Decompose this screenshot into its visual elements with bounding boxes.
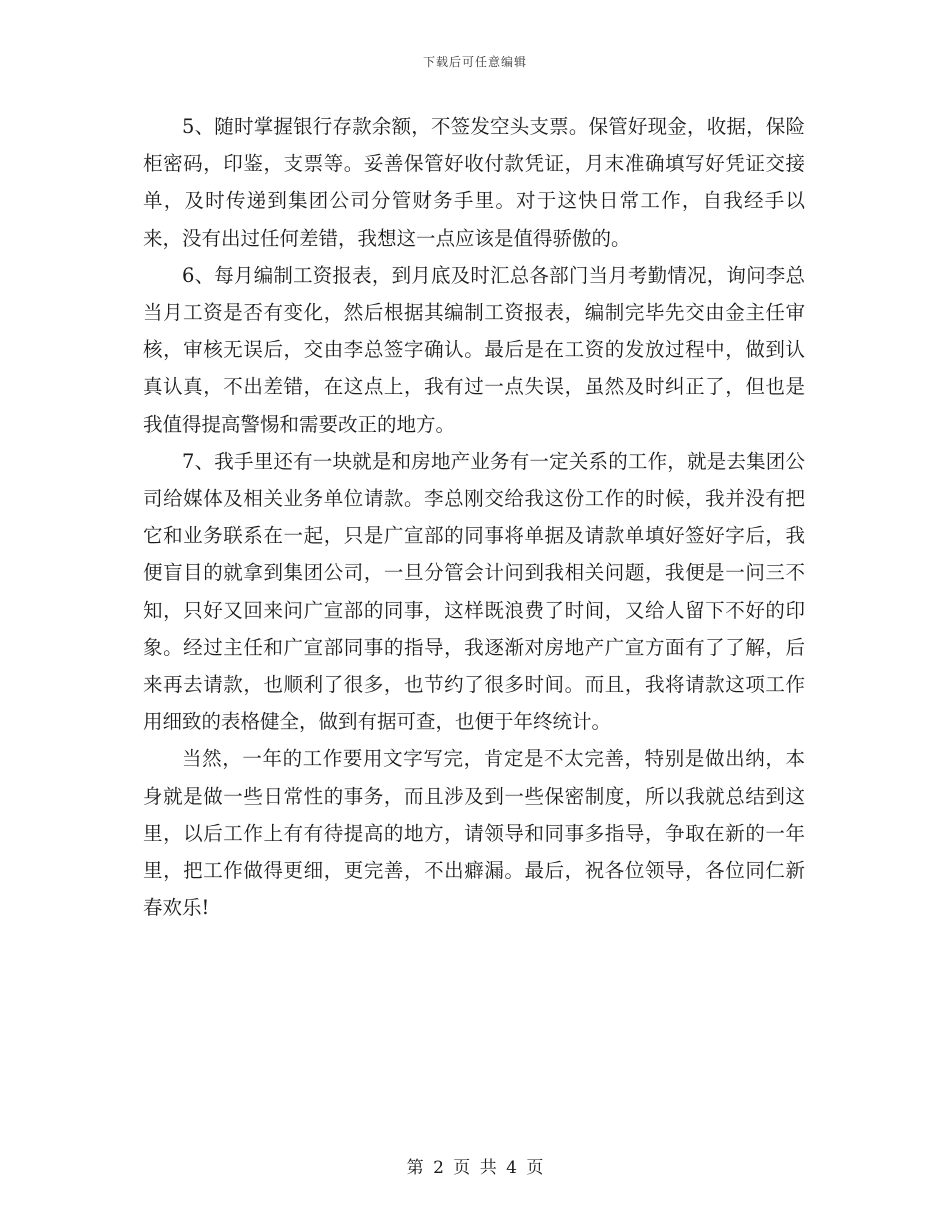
paragraph-conclusion: 当然，一年的工作要用文字写完，肯定是不太完善，特别是做出纳，本身就是做一些日常性的事务，而且涉及到一些保密制度，所以我就总结到这里，以后工作上有有待提高的地方，请领导和同事多指导，争取在新的一年里，把工作做得更细，更完善，不出癖漏。最后，祝各位领导，各位同仁新春欢乐! xyxy=(143,747,805,920)
paragraph-item-6: 6、每月编制工资报表，到月底及时汇总各部门当月考勤情况，询问李总当月工资是否有变化，然后根据其编制工资报表，编制完毕先交由金主任审核，审核无误后，交由李总签字确认。最后是在工资的发放过程中，做到认真认真，不出差错，在这点上，我有过一点失误，虽然及时纠正了，但也是我值得提高警惕和需要改正的地方。 xyxy=(143,263,805,436)
page-number-footer: 第 2 页 共 4 页 xyxy=(406,1158,544,1178)
page-header: 下载后可任意编辑 xyxy=(422,55,527,69)
document-body xyxy=(143,108,805,926)
paragraph-item-7: 7、我手里还有一块就是和房地产业务有一定关系的工作，就是去集团公司给媒体及相关业务单位请款。李总刚交给我这份工作的时候，我并没有把它和业务联系在一起，只是广宣部的同事将单据及请款单填好签好字后，我便盲目的就拿到集团公司，一旦分管会计问到我相关问题，我便是一问三不知，只好又回来问广宣部的同事，这样既浪费了时间，又给人留下不好的印象。经过主任和广宣部同事的指导，我逐渐对房地产广宣方面有了了解，后来再去请款，也顺利了很多，也节约了很多时间。而且，我将请款这项工作用细致的表格健全，做到有据可查，也便于年终统计。 xyxy=(143,449,805,734)
paragraph-item-5: 5、随时掌握银行存款余额，不签发空头支票。保管好现金，收据，保险柜密码，印鉴，支票等。妥善保管好收付款凭证，月末准确填写好凭证交接单，及时传递到集团公司分管财务手里。对于这快日常工作，自我经手以来，没有出过任何差错，我想这一点应该是值得骄傲的。 xyxy=(143,115,805,250)
